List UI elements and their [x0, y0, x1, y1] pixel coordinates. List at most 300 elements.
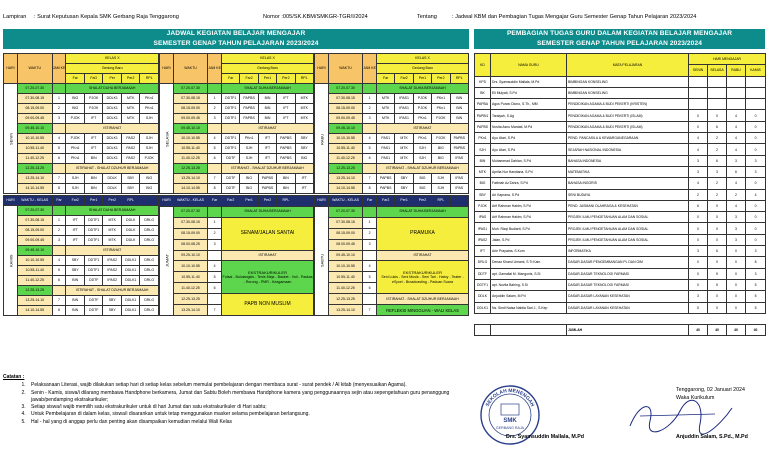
subject-cell: MTK [377, 114, 395, 124]
subject-cell: BIN [277, 184, 295, 194]
time-cell: 07.30-08.15 [17, 216, 52, 226]
teacher-kd: IPAS [475, 212, 491, 223]
subject-cell: BIN [66, 306, 85, 316]
subject-cell: BIN [258, 104, 276, 114]
teacher-hours: 3 [689, 246, 708, 257]
seal-center-text: SMK [503, 418, 517, 424]
subject-cell: SBY [103, 296, 122, 306]
subject-cell: MTK [121, 94, 140, 104]
col-hari: HARI [4, 54, 18, 84]
teacher-hours: 0 [689, 110, 708, 121]
teachers-table [474, 53, 766, 336]
time-cell: 12.25-13.25 [328, 164, 362, 174]
subject-cell: DDLK1 [103, 104, 122, 114]
col-waktu-kelas: WAKTU - KELAS [328, 196, 362, 207]
kelas-header: KELAS X [222, 54, 314, 64]
teacher-hours: 3 [746, 166, 766, 177]
subject-cell: IPAS1 [395, 94, 413, 104]
total-label: JUMLAH [567, 325, 689, 336]
notes-section [3, 374, 453, 426]
subject-cell: DRLG [140, 226, 159, 236]
time-cell: 10.55-11.40 [328, 144, 362, 154]
teacher-subject: PEND. PANCASILA & KEWARGANEGARAAN [567, 133, 689, 144]
total-blank [491, 325, 567, 336]
subject-cell: DDTF [222, 184, 240, 194]
sub-class-0: Far [208, 196, 222, 207]
jam-cell [52, 286, 66, 296]
teacher-hours: 0 [746, 212, 766, 223]
teacher-row [475, 87, 766, 98]
time-cell: 08.15-09.00 [173, 228, 207, 239]
col-hari: HARI MENGAJAR [689, 54, 766, 65]
time-cell: 12.25-13.25 [17, 286, 52, 296]
col-hari: HARI [160, 196, 174, 207]
time-cell: 10.10-10.55 [17, 256, 52, 266]
teacher-hours: 5 [708, 268, 727, 279]
jam-cell: 4 [363, 261, 377, 272]
teacher-hours: 0 [689, 257, 708, 268]
col-kd: KD [475, 54, 491, 77]
col-waktu-kelas: WAKTU - KELAS [17, 196, 52, 206]
subject-cell: PJOK [413, 104, 431, 114]
sub-class-4: RPL [450, 74, 468, 84]
teacher-hours: 2 [708, 189, 727, 200]
subject-cell: IFT [66, 236, 85, 246]
subject-cell: PKn1 [432, 104, 450, 114]
teacher-kd: IPAS2 [475, 234, 491, 245]
col-nama: NAMA GURU [491, 54, 567, 77]
teacher-hours: 0 [746, 144, 766, 155]
subject-cell: IFT [258, 134, 276, 144]
jam-cell: 2 [208, 228, 222, 239]
sabtu-ekskul [377, 261, 469, 294]
subject-cell: SBY [121, 184, 140, 194]
time-cell: 09.25-10.10 [173, 250, 207, 261]
sub-class-3: Per2 [432, 74, 450, 84]
schedule-panel [3, 29, 469, 316]
time-cell: 10.10-10.55 [328, 134, 362, 144]
jam-cell: 7 [363, 305, 377, 316]
subject-cell: SBY [66, 256, 85, 266]
subject-cell: SBY [395, 184, 413, 194]
teacher-subject: PEND. JASMANI OLAHRAGA & KESEHATAN [567, 200, 689, 211]
teacher-row [475, 189, 766, 200]
teacher-name: Ari Kaprana, S.Pd [491, 189, 567, 200]
time-cell: 10.55-11.40 [173, 144, 207, 154]
subject-cell: DDLK1 [103, 114, 122, 124]
subject-cell: DDLK1 [103, 144, 122, 154]
time-cell: 08.15-09.00 [17, 104, 52, 114]
subject-cell: BIN [450, 114, 468, 124]
time-cell: 14.10-14.55 [173, 184, 207, 194]
sub-class-4: RPL [121, 196, 140, 206]
subject-cell: PJOK [66, 114, 85, 124]
subject-cell: DRLG [140, 276, 159, 286]
teacher-subject: PENDIDIKAN AGAMA & BUDI PEKERTI (ISLAM) [567, 110, 689, 121]
subject-cell: PJOK [66, 134, 85, 144]
jam-cell: 4 [208, 261, 222, 272]
teacher-hours: 0 [746, 223, 766, 234]
subject-cell: IPAS2 [103, 256, 122, 266]
subject-cell: DDLK [121, 216, 140, 226]
schedule-title-line1: JADWAL KEGIATAN BELAJAR MENGAJAR [166, 30, 306, 37]
teacher-hours: 0 [727, 257, 746, 268]
jam-cell: 3 [363, 114, 377, 124]
teacher-row [475, 144, 766, 155]
teacher-hours: 0 [746, 133, 766, 144]
subject-cell: BIG [413, 184, 431, 194]
subject-cell: SJH [432, 184, 450, 194]
teacher-hours [746, 76, 766, 87]
teacher-hours: 0 [689, 212, 708, 223]
subject-cell: IFT [277, 114, 295, 124]
time-cell: 12.25-13.25 [17, 164, 52, 174]
teacher-row [475, 302, 766, 313]
subject-cell: DRLG [140, 236, 159, 246]
jam-cell: 3 [52, 236, 66, 246]
teacher-hours: 0 [708, 110, 727, 121]
teacher-subject: BIMBINGAN KONSELING [567, 87, 689, 98]
subject-cell: DDTF1 [84, 216, 103, 226]
subject-cell: SJH [66, 174, 85, 184]
sub-class-3: Per2 [258, 196, 276, 207]
teacher-hours: 0 [727, 302, 746, 313]
teacher-row [475, 133, 766, 144]
notes-title: Catatan : [3, 374, 25, 380]
subject-cell: MTK [295, 104, 313, 114]
teacher-hours [689, 99, 708, 110]
teacher-hours: 5 [746, 302, 766, 313]
day-table-kamis [3, 195, 159, 316]
teacher-subject: BAHASA INGGRIS [567, 178, 689, 189]
jam-cell: 3 [208, 114, 222, 124]
subject-cell: IFT [258, 154, 276, 164]
subject-cell: BIN [66, 276, 85, 286]
time-cell: 10.10-10.55 [173, 261, 207, 272]
teacher-hours: 0 [708, 291, 727, 302]
subject-cell: DDLK [121, 226, 140, 236]
tentang-value: : Jadwal KBM dan Pembagian Tugas Mengajar Guru Semester Genap Tahun Pelajaran 2023/2024 [452, 14, 697, 20]
shalat-duha-row: SHALAT DUHA BERJAMAAH [66, 206, 159, 216]
sub-class-0: Far [52, 196, 66, 206]
teacher-kd: DRLG [475, 257, 491, 268]
sub-class-1: Far2 [377, 196, 395, 207]
document-header [0, 14, 768, 24]
sub-class-0: Far [377, 74, 395, 84]
teacher-hours: 0 [708, 257, 727, 268]
subject-cell: DDTF [84, 306, 103, 316]
subject-cell: DDTF1 [84, 256, 103, 266]
subject-cell: IPAS2 [103, 276, 122, 286]
subject-cell: DDTF [84, 276, 103, 286]
istirahat-row: ISTIRAHAT [377, 250, 469, 261]
jam-cell: 8 [208, 184, 222, 194]
time-cell: 10.55-11.40 [328, 272, 362, 283]
day-label-kamis: KAMIS [4, 206, 18, 316]
day-label-selasa: SELASA [160, 84, 174, 194]
teacher-hours: 8 [746, 257, 766, 268]
jam-cell: 5 [363, 272, 377, 283]
teacher-row [475, 257, 766, 268]
subject-cell: IPAS2 [103, 266, 122, 276]
time-cell: 10.10-10.55 [17, 134, 52, 144]
day-label-sabtu: SABTU [315, 206, 329, 315]
jam-cell: 1 [52, 94, 66, 104]
time-cell: 07.20-07.30 [328, 206, 362, 217]
subject-cell: DDLK [103, 174, 122, 184]
subject-cell: IFT [277, 94, 295, 104]
subject-cell: MTK [395, 154, 413, 164]
teacher-name: Novita Asnu Mardati, M.Pd [491, 121, 567, 132]
subject-cell: BIN [84, 154, 103, 164]
jam-cell: 5 [52, 144, 66, 154]
time-cell: 09.00-09.45 [173, 114, 207, 124]
time-cell: 09.00-09.45 [17, 114, 52, 124]
teachers-title [474, 29, 765, 49]
teacher-hours: 4 [727, 133, 746, 144]
ekskul-list: Seni Lukis - Seni Musik - Seni Tari - Hatoy - Teater - eSport - Broadcasting - Paduan Suara [381, 274, 464, 284]
teacher-hours: 3 [746, 268, 766, 279]
teacher-name: Denao Kharul Umami, S.Tr.Kam [491, 257, 567, 268]
teacher-name: apt. Novita Bahing, S.Si [491, 279, 567, 290]
teacher-hours: 3 [727, 223, 746, 234]
jam-cell: 3 [208, 239, 222, 250]
subject-cell: SJH [140, 134, 159, 144]
col-jamke: JAM KE [363, 54, 377, 84]
teacher-subject: SEJARAH NASIONAL INDONESIA [567, 144, 689, 155]
teacher-row [475, 279, 766, 290]
sub-class-0: Far [66, 74, 85, 84]
col-hari: HARI [4, 196, 18, 206]
sub-class-1: Far2 [66, 196, 85, 206]
jam-cell: 6 [363, 283, 377, 294]
teacher-subject: PROJEK ILMU PENGETAHUAN ALAM DAN SOSIAL [567, 212, 689, 223]
time-cell: 09.45-10.10 [173, 124, 207, 134]
teachers-panel [474, 29, 765, 336]
jam-cell [208, 124, 222, 134]
subject-cell: PJOK [413, 94, 431, 104]
jam-cell: 6 [52, 276, 66, 286]
sub-class-4: RPL [140, 74, 159, 84]
subject-cell: PAS2 [121, 154, 140, 164]
subject-cell: DRLG [140, 256, 159, 266]
subject-cell: PAPBS [377, 184, 395, 194]
total-value: 40 [727, 325, 746, 336]
subject-cell: SJH [413, 154, 431, 164]
subject-cell: PAPBS [240, 114, 258, 124]
teacher-hours: 0 [689, 268, 708, 279]
subject-cell: MTK [103, 216, 122, 226]
jam-cell: 7 [208, 305, 222, 316]
teacher-hours: 3 [727, 212, 746, 223]
seal-top-text: SEKOLAH MENENGAH [484, 387, 536, 408]
subject-cell: BIN [258, 94, 276, 104]
subject-cell: SBY [395, 174, 413, 184]
subject-cell: BIG [295, 154, 313, 164]
teacher-kd: PJOK [475, 200, 491, 211]
istirahat-row: ISTIRAHAT [222, 250, 314, 261]
teacher-name: Eli Mulyati, S.Pd [491, 87, 567, 98]
shalat-duha-row: SHALAT DUHA BERJAMAAH [66, 84, 159, 94]
time-cell: 10.55-11.40 [17, 266, 52, 276]
time-cell: 07.30-08.15 [173, 217, 207, 228]
teacher-hours: 0 [708, 302, 727, 313]
time-cell: 13.25-14.10 [173, 174, 207, 184]
teacher-hours: 0 [746, 200, 766, 211]
time-cell: 08.15-09.00 [328, 228, 362, 239]
jam-cell: 4 [52, 256, 66, 266]
subject-cell: SBY [295, 134, 313, 144]
note-item: 3. Setiap siswa/i wajib memilih satu ekstrakurikuler untuk di hari Jumat dan satu ekstrakurikuler di Hari sabtu; [27, 404, 453, 411]
teacher-subject: PROJEK ILMU PENGETAHUAN ALAM DAN SOSIAL [567, 223, 689, 234]
subject-cell: MTK [295, 94, 313, 104]
time-cell: 09.45-10.10 [17, 124, 52, 134]
time-cell: 13.25-14.10 [328, 305, 362, 316]
teacher-subject: DASAR-DASAR PENGEMBANGAN PL DAN GIM [567, 257, 689, 268]
time-cell: 08.15-09.00 [328, 104, 362, 114]
sub-class-2: Per [103, 74, 122, 84]
papb-non-muslim: PAPB NON MUSLIM [222, 294, 314, 316]
teacher-name: Taraiyah, S.Ag [491, 110, 567, 121]
spacer-row [475, 313, 766, 324]
teacher-hours [708, 99, 727, 110]
jam-cell: 1 [363, 94, 377, 104]
gedung-header: Gedung Baru [66, 64, 159, 74]
teacher-subject: PENDIDIKAN AGAMA & BUDI PEKERTI (ISLAM) [567, 121, 689, 132]
jam-cell: 4 [363, 134, 377, 144]
subject-cell: BIN [84, 174, 103, 184]
subject-cell: IPAS [450, 174, 468, 184]
subject-cell: SBY [295, 144, 313, 154]
teacher-hours: 0 [689, 121, 708, 132]
day-table-selasa [159, 53, 314, 194]
teacher-name: Fatimah Az'Zahra, S.Pd [491, 178, 567, 189]
jam-cell: 1 [208, 217, 222, 228]
time-cell: 11.40-12.25 [173, 283, 207, 294]
teacher-hours: 3 [746, 246, 766, 257]
subject-cell: PAPBS [240, 94, 258, 104]
teacher-kd: DDLK1 [475, 302, 491, 313]
jam-cell: 8 [363, 184, 377, 194]
subject-cell: SJH [413, 144, 431, 154]
jam-cell [363, 124, 377, 134]
svg-text:SEKOLAH MENENGAH [485, 388, 536, 408]
teacher-hours [689, 76, 708, 87]
jam-cell: 2 [208, 104, 222, 114]
subject-cell: MTK [121, 104, 140, 114]
total-blank [475, 325, 491, 336]
subject-cell: DDLK1 [103, 134, 122, 144]
subject-cell: PJOK [84, 104, 103, 114]
subject-cell: PAPBS [277, 144, 295, 154]
subject-cell: BIG [432, 154, 450, 164]
day-col-1: SELASA [708, 65, 727, 76]
teacher-kd: BK [475, 87, 491, 98]
time-cell: 12.25-13.25 [173, 294, 207, 305]
sub-class-2: Per1 [84, 196, 103, 206]
time-cell: 10.10-10.55 [328, 261, 362, 272]
teacher-row [475, 76, 766, 87]
subject-cell: PAPBS [277, 134, 295, 144]
teacher-hours: 2 [708, 144, 727, 155]
nomor-text: Nomor :005/SK.KBM/SMKGR-TGR/I/2024 [263, 14, 368, 20]
teacher-kd: PAPBS [475, 121, 491, 132]
refleksi-row: REFLEKSI MINGGUAN - WALI KELAS [377, 305, 469, 316]
subject-cell: BIG [240, 184, 258, 194]
jam-cell: 6 [208, 154, 222, 164]
subject-cell: PAPBS [258, 184, 276, 194]
subject-cell: MTK [121, 114, 140, 124]
teacher-hours [689, 87, 708, 98]
subject-cell: PKn1 [66, 144, 85, 154]
day-label-rabu: RABU [315, 84, 329, 194]
day-col-0: SENIN [689, 65, 708, 76]
teacher-subject: SENI BUDAYA [567, 189, 689, 200]
teacher-hours [727, 87, 746, 98]
subject-cell: BIG [240, 174, 258, 184]
teacher-subject: DASAR-DASAR LAYANAN KESEHATAN [567, 291, 689, 302]
gedung-header: Gedung Baru [377, 64, 469, 74]
sub-class-4: RPL [277, 196, 295, 207]
jam-cell: 5 [208, 272, 222, 283]
subject-cell: PAPBS [258, 174, 276, 184]
time-cell: 09.45-10.10 [17, 246, 52, 256]
teacher-hours: 5 [746, 279, 766, 290]
note-item: 4. Untuk Pembelajaran di dalam kelas, siswa/i disarankan untuk tetap menggunakan masker selama pembelajaran berlangsung. [27, 411, 453, 418]
teacher-hours: 0 [708, 200, 727, 211]
subject-cell: DDTF1 [222, 134, 240, 144]
istirahat-row: ISTIRAHAT [66, 246, 159, 256]
teacher-hours: 4 [727, 121, 746, 132]
time-cell: 09.45-10.10 [328, 250, 362, 261]
ekskul-list: Futsal - Bulutangkis - Tenis Meja - Basket - Voli - Paskas - Rorong - PMR - Keagamaan [222, 274, 313, 284]
ekskul-title: EKSTRAKURIKULER [403, 269, 442, 275]
jam-cell: 2 [52, 226, 66, 236]
subject-cell: BIN [450, 94, 468, 104]
subject-cell: MTK [377, 104, 395, 114]
total-value: 40 [746, 325, 766, 336]
sub-class-4: RPL [432, 196, 450, 207]
teacher-row [475, 200, 766, 211]
col-waktu: WAKTU [328, 54, 362, 84]
jam-cell: 4 [52, 134, 66, 144]
teacher-hours [708, 87, 727, 98]
teacher-kd: SJH [475, 144, 491, 155]
teacher-hours: 3 [689, 166, 708, 177]
day-col-2: RABU [727, 65, 746, 76]
jam-cell: 8 [52, 184, 66, 194]
subject-cell: BIN [258, 114, 276, 124]
lampiran-label: Lampiran [3, 14, 27, 20]
total-row [475, 325, 766, 336]
sub-class-2: Per1 [258, 74, 276, 84]
teacher-row [475, 291, 766, 302]
subject-cell: MTK [295, 114, 313, 124]
ekskul-title: EKSTRAKURIKULER [248, 269, 287, 275]
teacher-name: Muhammad Dahlan, S.Pd [491, 155, 567, 166]
subject-cell: PAS2 [121, 144, 140, 154]
subject-cell: DDTF [84, 296, 103, 306]
jam-cell [208, 164, 222, 174]
teacher-hours: 0 [727, 246, 746, 257]
col-mapel: MATA PELAJARAN [567, 54, 689, 77]
subject-cell: DDLK1 [121, 306, 140, 316]
teacher-hours: 3 [689, 155, 708, 166]
teacher-hours: 6 [689, 200, 708, 211]
time-cell: 08.15-09.00 [17, 226, 52, 236]
col-waktu: WAKTU [173, 54, 207, 84]
time-cell: 10.10-10.55 [173, 134, 207, 144]
